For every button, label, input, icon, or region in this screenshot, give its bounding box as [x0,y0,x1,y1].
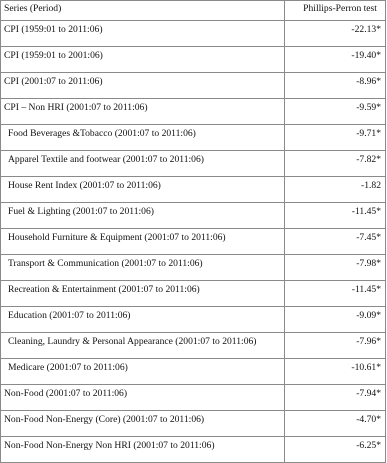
table-row [1,333,386,359]
table-row [1,437,386,463]
pp-value-cell: -19.40* [285,47,386,73]
table-row [1,125,386,151]
series-cell: Fuel & Lighting (2001:07 to 2011:06) [1,203,285,229]
table-row [1,229,386,255]
table-row [1,359,386,385]
header-row [1,1,386,21]
series-cell: Medicare (2001:07 to 2011:06) [1,359,285,385]
series-cell: CPI – Non HRI (2001:07 to 2011:06) [1,99,285,125]
series-cell: Education (2001:07 to 2011:06) [1,307,285,333]
table-row [1,99,386,125]
table-row [1,73,386,99]
series-cell: Non-Food Non-Energy (Core) (2001:07 to 2011:06) [1,411,285,437]
table-body [1,21,386,463]
series-cell: Non-Food Non-Energy Non HRI (2001:07 to 2011:06) [1,437,285,463]
pp-value-cell: -7.45* [285,229,386,255]
table-row [1,151,386,177]
series-cell: Food Beverages &Tobacco (2001:07 to 2011:06) [1,125,285,151]
series-cell: Cleaning, Laundry & Personal Appearance (2001:07 to 2011:06) [1,333,285,359]
table-row [1,203,386,229]
table-row [1,255,386,281]
series-cell: Transport & Communication (2001:07 to 2011:06) [1,255,285,281]
table-row [1,21,386,47]
table-row [1,177,386,203]
series-cell: House Rent Index (2001:07 to 2011:06) [1,177,285,203]
pp-value-cell: -10.61* [285,359,386,385]
pp-value-cell: -9.09* [285,307,386,333]
pp-value-cell: -11.45* [285,281,386,307]
table-row [1,385,386,411]
pp-value-cell: -8.96* [285,73,386,99]
series-cell: Non-Food (2001:07 to 2011:06) [1,385,285,411]
header-phillips-perron: Phillips-Perron test [285,1,386,21]
table-row [1,47,386,73]
pp-value-cell: -7.96* [285,333,386,359]
table-row [1,307,386,333]
series-cell: Recreation & Entertainment (2001:07 to 2011:06) [1,281,285,307]
pp-value-cell: -9.71* [285,125,386,151]
series-cell: Apparel Textile and footwear (2001:07 to 2011:06) [1,151,285,177]
pp-value-cell: -6.25* [285,437,386,463]
pp-value-cell: -4.70* [285,411,386,437]
pp-value-cell: -7.98* [285,255,386,281]
table-row [1,411,386,437]
pp-value-cell: -22.13* [285,21,386,47]
series-cell: CPI (2001:07 to 2011:06) [1,73,285,99]
pp-value-cell: -7.82* [285,151,386,177]
pp-value-cell: -11.45* [285,203,386,229]
header-series: Series (Period) [1,1,285,21]
pp-value-cell: -7.94* [285,385,386,411]
pp-value-cell: -9.59* [285,99,386,125]
series-cell: CPI (1959:01 to 2011:06) [1,21,285,47]
pp-value-cell: -1.82 [285,177,386,203]
series-cell: CPI (1959:01 to 2001:06) [1,47,285,73]
table-row [1,281,386,307]
series-cell: Household Furniture & Equipment (2001:07 to 2011:06) [1,229,285,255]
